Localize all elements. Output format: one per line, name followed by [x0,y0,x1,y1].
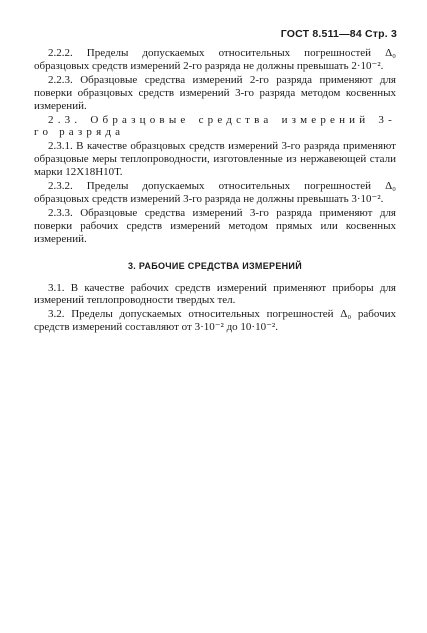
document-body [34,47,396,335]
paragraph-2-3-3: 2.3.3. Образцовые средства измерений 3-го разряда применяют для поверки рабочих средств измерений методом прямых или косвенных измерений. [34,206,396,245]
paragraph-2-3-heading: 2.3. Образцовые средства измерений 3-го разряда [34,113,396,139]
section-3-title: 3. РАБОЧИЕ СРЕДСТВА ИЗМЕРЕНИЙ [128,260,302,271]
paragraph-2-2-3: 2.2.3. Образцовые средства измерений 2-го разряда применяют для поверки образцовых средств измерений 3-го разряда методом косвенных измерений. [34,73,396,112]
paragraph-3-1: 3.1. В качестве рабочих средств измерений применяют приборы для измерений теплопроводности твердых тел. [34,281,396,307]
paragraph-2-2-2: 2.2.2. Пределы допускаемых относительных погрешностей Δ₀ образцовых средств измерений 2-го разряда не должны превышать 2·10⁻². [34,47,396,72]
paragraph-2-3-2: 2.3.2. Пределы допускаемых относительных погрешностей Δ₀ образцовых средств измерений 3-го разряда не должны превышать 3·10⁻². [34,180,396,205]
paragraph-2-3-1: 2.3.1. В качестве образцовых средств измерений 3-го разряда применяют образцовые меры теплопроводности, изготовленные из нержавеющей стали марки 12Х18Н10Т. [34,140,396,179]
paragraph-3-2: 3.2. Пределы допускаемых относительных погрешностей Δ₀ рабочих средств измерений составляют от 3·10⁻² до 10·10⁻². [34,308,396,334]
page-header: ГОСТ 8.511—84 Стр. 3 [280,28,397,40]
